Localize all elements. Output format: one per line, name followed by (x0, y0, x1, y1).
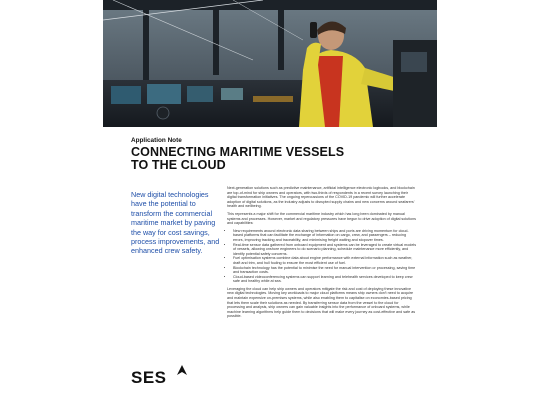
lead-line: process improvements, and (131, 237, 220, 247)
bullet-item: • New requirements around electronic data sharing between ships and ports are driving momentum for cloud-based platforms that can facilitate the exchange of information on cargo, crew, and passengers – reducing errors, improving tracking and traceability, and minimising freight waiting and stopover times. (233, 229, 417, 243)
ses-star-mark-icon (177, 365, 187, 375)
document-page (103, 0, 437, 406)
bullet-item: • Real-time sensor data gathered from onboard equipment and systems can be leveraged to create virtual models of vessels, allowing onshore engineers to do scenario planning, schedule maintenance more efficiently, and identify potential safety concerns. (233, 243, 417, 257)
lead-line: the way for cost savings, (131, 227, 210, 237)
body-paragraph: This represents a major shift for the commercial maritime industry which has long been dominated by manual systems and processes. However, market and regulatory pressures have begun to drive adoption of digital solutions and capabilities: (227, 211, 416, 226)
logo-wordmark: SES (131, 368, 167, 387)
lead-paragraph (131, 190, 231, 256)
ses-logo (131, 368, 191, 388)
bullet-item: • Fuel optimisation systems combine data about engine performance with external information such as weather, draft and trim, and hull fouling to ensure the most efficient use of fuel. (233, 256, 417, 265)
document-title (131, 146, 371, 171)
bullet-list (227, 229, 417, 284)
ship-bridge-photo-icon (103, 0, 437, 127)
lead-line: maritime market by paving (131, 218, 216, 228)
title-line: CONNECTING MARITIME VESSELS (131, 145, 345, 159)
bullet-item: • Cloud-based videoconferencing systems can support learning and telehealth services developed to keep crew safe and healthy while at sea. (233, 275, 417, 284)
hero-photo (103, 0, 437, 127)
body-paragraph: Leveraging the cloud can help ship owners and operators mitigate the risk and cost of deploying these innovative new digital technologies. Moving key workloads to major cloud platforms means ship owners don't need to acquire and maintain expensive on-premises systems, while also enabling them to capitalise on economies-based pricing that lets them scale their solutions as needed. By transferring sensor data from the vessel to the cloud for processing and analysis, ship owners can gain valuable insights into the performance of onboard systems, while machine learning algorithms help guide them to decisions that will make every journey as cost-effective and safe as possible. (227, 286, 416, 319)
lead-line: have the potential to (131, 199, 196, 209)
body-text (227, 186, 417, 322)
bullet-item: • Blockchain technology has the potential to minimise the need for manual intervention or processing, saving time and transaction costs. (233, 266, 417, 275)
lead-line: New digital technologies (131, 190, 209, 199)
title-line: TO THE CLOUD (131, 157, 226, 172)
lead-line: enhanced crew safety. (131, 246, 203, 256)
document-type-label: Application Note (131, 137, 182, 144)
lead-line: transform the commercial (131, 208, 213, 218)
body-paragraph: Next-generation solutions such as predictive maintenance, artificial intelligence electronic logbooks, and blockchain are top-of-mind for ship owners and operators, with two-thirds of respondents in a recent survey launching their digital transformation initiatives. The ongoing repercussions of the COVID-19 pandemic will further accelerate adoption of digital solutions, as the industry adjusts to disrupted supply chains and new concerns around seafarers' health and wellbeing. (227, 186, 415, 209)
